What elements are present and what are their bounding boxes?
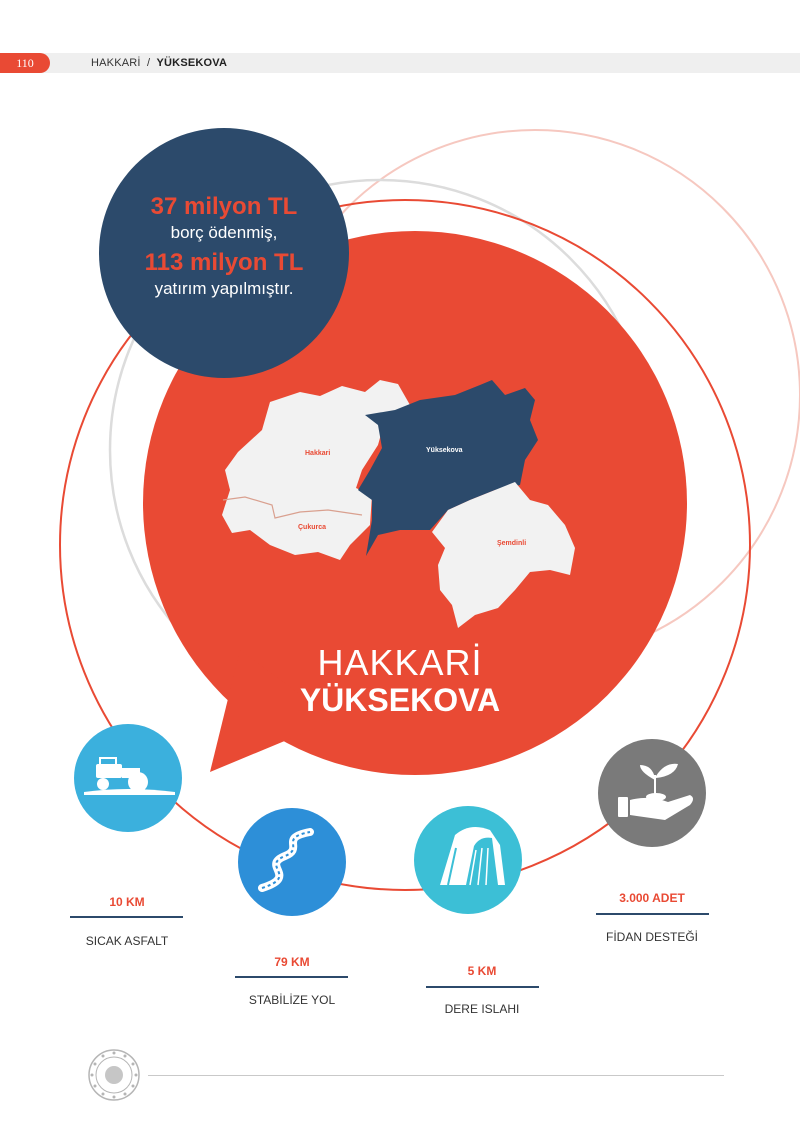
metric-circle-2 <box>238 808 346 916</box>
metric-label-saplings: FİDAN DESTEĞİ <box>605 930 698 944</box>
metric-label-stabilized-road: STABİLİZE YOL <box>248 993 336 1007</box>
metric-divider <box>426 986 539 988</box>
breadcrumb-region: HAKKARİ <box>91 57 141 69</box>
stat-debt-label: borç ödenmiş, <box>170 223 278 242</box>
title-district: YÜKSEKOVA <box>299 682 501 718</box>
map-label-cukurca: Çukurca <box>298 524 327 531</box>
metric-value-asphalt: 10 KM <box>109 895 145 909</box>
map-label-hakkari: Hakkari <box>305 450 331 457</box>
stat-block <box>94 192 354 300</box>
metric-divider <box>70 916 183 918</box>
page-number: 110 <box>0 53 50 73</box>
metric-label-stream: DERE ISLAHI <box>444 1002 520 1016</box>
breadcrumb-district: YÜKSEKOVA <box>156 57 228 69</box>
metric-label-asphalt: SICAK ASFALT <box>85 934 169 948</box>
metric-circle-1 <box>74 724 182 832</box>
metric-circle-4 <box>598 739 706 847</box>
stat-investment-label: yatırım yapılmıştır. <box>154 279 294 298</box>
stat-investment-value: 113 milyon TL <box>144 249 304 276</box>
title-region: HAKKARİ <box>317 642 483 683</box>
metric-circle-3 <box>414 806 522 914</box>
footer-divider <box>148 1075 724 1076</box>
metric-divider <box>235 976 348 978</box>
metric-divider <box>596 913 709 915</box>
metric-value-stream: 5 KM <box>467 964 497 978</box>
stat-debt-value: 37 milyon TL <box>150 193 298 220</box>
metric-value-saplings: 3.000 ADET <box>619 891 685 905</box>
breadcrumb-separator: / <box>146 57 151 69</box>
map-label-semdinli: Şemdinli <box>497 540 527 547</box>
map-label-yuksekova: Yüksekova <box>426 447 463 454</box>
metric-value-stabilized-road: 79 KM <box>274 955 310 969</box>
institution-seal-icon <box>89 1050 139 1100</box>
